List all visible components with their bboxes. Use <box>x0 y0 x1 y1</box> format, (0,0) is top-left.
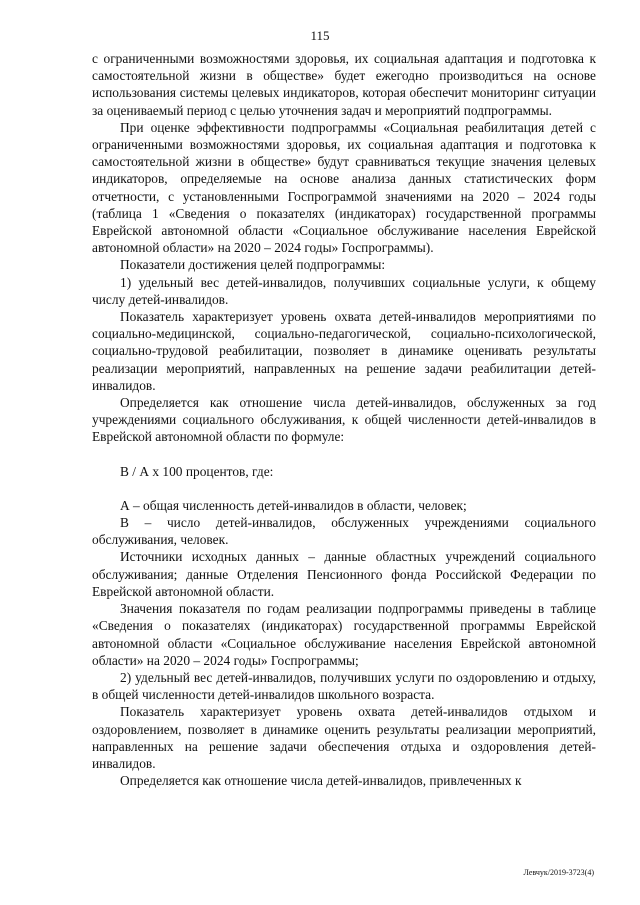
paragraph: Значения показателя по годам реализации подпрограммы приведены в таблице «Сведения о показателях (индикаторах) государственной программы Еврейской автономной области «Социальное обслуживание населения Еврейской автономной области» на 2020 – 2024 годы» Госпрограммы; <box>92 601 596 668</box>
document-body <box>92 50 596 789</box>
page-number: 115 <box>310 28 330 43</box>
paragraph: с ограниченными возможностями здоровья, их социальная адаптация и подготовка к самостоятельной жизни в обществе» будет ежегодно производиться на основе использования системы целевых индикаторов, которая обеспечит мониторинг ситуации за оцениваемый период с целью уточнения задач и мероприятий подпрограммы. <box>92 51 596 118</box>
paragraph: Определяется как отношение числа детей-инвалидов, обслуженных за год учреждениями социального обслуживания, к общей численности детей-инвалидов в Еврейской автономной области по формуле: <box>92 395 596 445</box>
paragraph: 2) удельный вес детей-инвалидов, получивших услуги по оздоровлению и отдыху, в общей численности детей-инвалидов школьного возраста. <box>92 669 596 703</box>
paragraph: Показатель характеризует уровень охвата детей-инвалидов отдыхом и оздоровлением, позволяет в динамике оценить результаты реализации мероприятий, направленных на решение задачи обеспечения отдыха и оздоровления детей-инвалидов. <box>92 704 596 771</box>
paragraph: При оценке эффективности подпрограммы «Социальная реабилитация детей с ограниченными возможностями здоровья, их социальная адаптация и подготовка к самостоятельной жизни в обществе» будут сравниваться текущие значения целевых индикаторов, определяемые на основе анализа данных статистических форм отчетности, с установленными Госпрограммой значениями на 2020 – 2024 годы (таблица 1 «Сведения о показателях (индикаторах) государственной программы Еврейской автономной области «Социальное обслуживание населения Еврейской автономной области» на 2020 – 2024 годы» Госпрограммы). <box>92 119 596 256</box>
paragraph: В – число детей-инвалидов, обслуженных учреждениями социального обслуживания, человек. <box>92 515 596 548</box>
paragraph: Источники исходных данных – данные областных учреждений социального обслуживания; данные Отделения Пенсионного фонда Российской Федерации по Еврейской автономной области. <box>92 549 596 599</box>
paragraph: Показатель характеризует уровень охвата детей-инвалидов мероприятиями по социально-медицинской, социально-педагогической, социально-психологической, социально-трудовой реабилитации, позволяет в динамике оценивать результаты реализации мероприятий, направленных на решение задачи реабилитации детей-инвалидов. <box>92 309 596 393</box>
paragraph: 1) удельный вес детей-инвалидов, получивших социальные услуги, к общему числу детей-инвалидов. <box>92 274 596 307</box>
formula: В / А х 100 процентов, где: <box>120 463 274 479</box>
paragraph: А – общая численность детей-инвалидов в области, человек; <box>120 497 467 513</box>
document-code: Левчук/2019-3723(4) <box>523 868 594 877</box>
paragraph: Показатели достижения целей подпрограммы: <box>120 257 386 273</box>
paragraph: Определяется как отношение числа детей-инвалидов, привлеченных к <box>120 773 522 789</box>
